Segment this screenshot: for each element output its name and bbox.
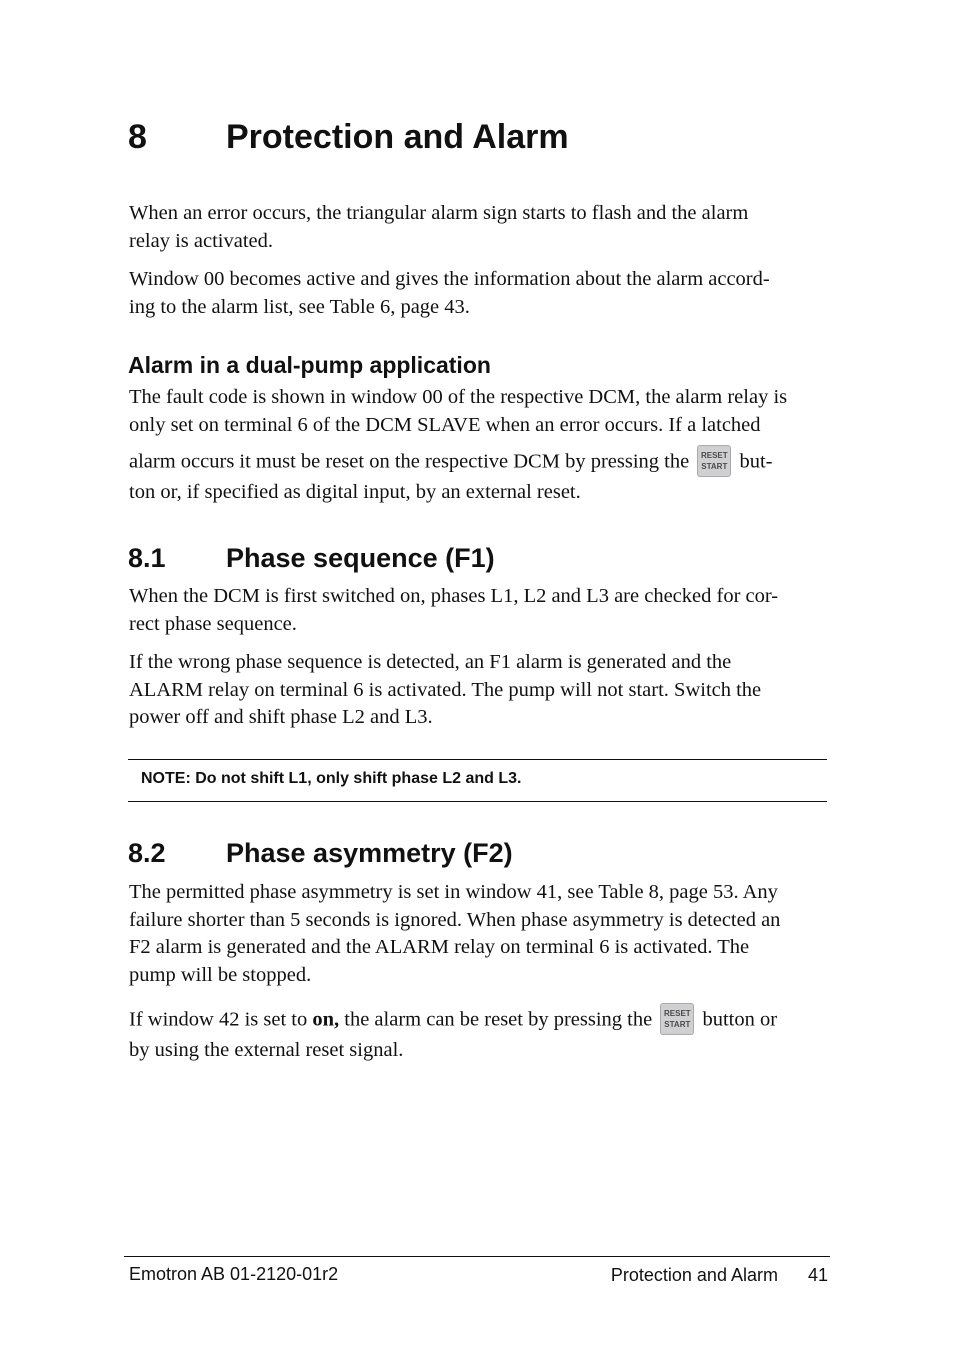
section-8-1-heading xyxy=(128,543,495,574)
text-fragment: button or xyxy=(702,1008,778,1031)
section-8-2-paragraph-2 xyxy=(129,1005,829,1065)
start-label: START xyxy=(701,462,728,471)
text-line: The fault code is shown in window 00 of the respective DCM, the alarm relay is xyxy=(129,386,788,408)
intro-paragraph-2 xyxy=(129,266,829,321)
text-line: If the wrong phase sequence is detected, an F1 alarm is generated and the xyxy=(129,651,732,673)
footer-rule xyxy=(124,1256,830,1257)
section-title: Phase sequence (F1) xyxy=(226,543,495,573)
text-line: failure shorter than 5 seconds is ignored. When phase asymmetry is detected an xyxy=(129,908,781,931)
dual-pump-paragraph xyxy=(129,384,829,507)
reset-label: RESET xyxy=(700,451,728,460)
text-line: Window 00 becomes active and gives the information about the alarm accord- xyxy=(129,268,770,290)
section-number: 8.1 xyxy=(128,543,166,573)
section-8-1-paragraph-2 xyxy=(129,649,829,732)
text-line xyxy=(129,447,829,479)
text-line: by using the external reset signal. xyxy=(129,1039,404,1061)
text-line: ing to the alarm list, see Table 6, page 43. xyxy=(129,295,470,318)
intro-paragraph-1 xyxy=(129,200,829,255)
text-fragment: the alarm can be reset by pressing the xyxy=(344,1008,653,1031)
reset-start-button-icon xyxy=(660,1003,694,1035)
note-box xyxy=(128,759,827,802)
text-line: The permitted phase asymmetry is set in window 41, see Table 8, page 53. Any xyxy=(129,881,778,903)
text-line: power off and shift phase L2 and L3. xyxy=(129,706,433,728)
section-title: Phase asymmetry (F2) xyxy=(226,838,513,868)
start-label: START xyxy=(664,1020,691,1029)
text-line: When an error occurs, the triangular alarm sign starts to flash and the alarm xyxy=(129,202,749,224)
dual-pump-heading: Alarm in a dual-pump application xyxy=(128,352,491,378)
footer-document-id: Emotron AB 01-2120-01r2 xyxy=(129,1264,339,1284)
footer-section xyxy=(611,1265,828,1286)
section-8-1-paragraph-1 xyxy=(129,583,829,638)
text-line: pump will be stopped. xyxy=(129,963,312,986)
text-line: F2 alarm is generated and the ALARM relay on terminal 6 is activated. The xyxy=(129,936,750,958)
reset-start-button-icon xyxy=(697,445,731,477)
section-number: 8.2 xyxy=(128,838,166,868)
text-line: ton or, if specified as digital input, by an external reset. xyxy=(129,481,581,503)
footer-section-title: Protection and Alarm xyxy=(610,1265,778,1285)
chapter-heading xyxy=(128,118,569,157)
section-8-2-heading xyxy=(128,838,513,869)
text-fragment: alarm occurs it must be reset on the respective DCM by pressing the xyxy=(129,450,690,473)
text-line xyxy=(129,1005,829,1037)
page-number: 41 xyxy=(807,1265,828,1285)
reset-label: RESET xyxy=(664,1009,691,1018)
note-text: NOTE: Do not shift L1, only shift phase L2 and L3. xyxy=(141,770,522,787)
text-line: only set on terminal 6 of the DCM SLAVE when an error occurs. If a latched xyxy=(129,413,761,436)
text-line: When the DCM is first switched on, phases L1, L2 and L3 are checked for cor- xyxy=(129,585,779,607)
text-line: ALARM relay on terminal 6 is activated. The pump will not start. Switch the xyxy=(129,678,762,701)
text-line: relay is activated. xyxy=(129,229,274,252)
bold-value: on, xyxy=(312,1008,340,1031)
text-line: rect phase sequence. xyxy=(129,612,297,635)
chapter-number: 8 xyxy=(128,118,147,156)
section-8-2-paragraph-1 xyxy=(129,879,829,989)
text-fragment: but- xyxy=(739,450,773,473)
chapter-title: Protection and Alarm xyxy=(226,118,569,156)
text-fragment: If window 42 is set to xyxy=(129,1008,308,1031)
